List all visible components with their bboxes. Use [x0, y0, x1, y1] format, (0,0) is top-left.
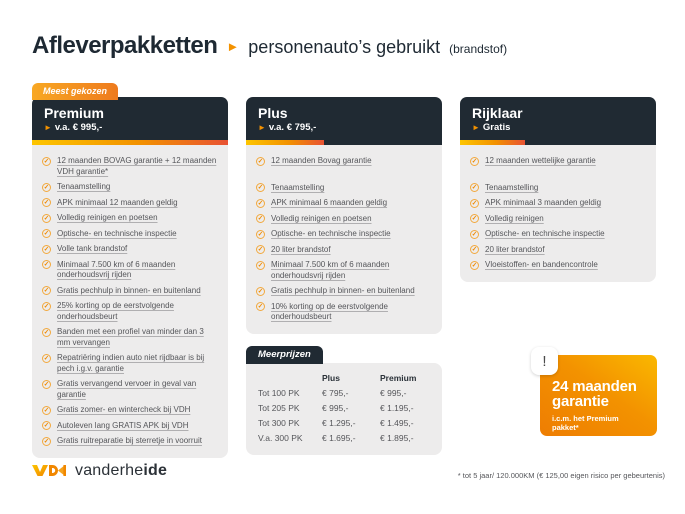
feature-text: 12 maanden wettelijke garantie [485, 156, 596, 165]
feature-text: Minimaal 7.500 km of 6 maanden onderhoudsvrij rijden [57, 259, 176, 279]
surcharge-row-label: Tot 300 PK [258, 418, 300, 428]
check-circle-icon: ✓ [43, 302, 50, 310]
package-feature-list [246, 145, 442, 334]
feature-text: 20 liter brandstof [485, 244, 545, 254]
package-price-value: v.a. € 995,- [54, 122, 103, 133]
feature-item [256, 156, 432, 167]
surcharge-plus-price: € 795,- [322, 388, 349, 398]
brand-name-bold: ide [143, 461, 168, 479]
package-title: Rijklaar [472, 105, 523, 121]
feature-item [42, 436, 218, 447]
surcharges-panel [246, 344, 442, 455]
feature-text: Tenaamstelling [57, 182, 111, 191]
package-card-premium [32, 97, 228, 458]
surcharge-row-label: V.a. 300 PK [258, 433, 303, 443]
feature-text: Tenaamstelling [271, 182, 325, 192]
vdh-logo-icon [32, 461, 66, 480]
package-price-value: Gratis [482, 122, 511, 133]
feature-item [42, 327, 218, 348]
check-circle-icon: ✓ [471, 230, 478, 238]
check-circle-icon: ✓ [257, 184, 264, 191]
check-circle-icon: ✓ [43, 245, 50, 253]
feature-text: Optische- en technische inspectie [271, 229, 391, 238]
feature-item [256, 183, 432, 194]
surcharge-row-label: Tot 205 PK [258, 403, 300, 413]
package-title: Premium [44, 105, 104, 121]
check-circle-icon: ✓ [43, 328, 50, 336]
check-circle-icon: ✓ [471, 157, 478, 165]
package-card-plus [246, 97, 442, 334]
guarantee-title-line2: garantie [552, 393, 609, 410]
alert-icon: ! [531, 347, 558, 375]
surcharge-col-plus: Plus [322, 373, 340, 383]
header-arrow-icon: ► [226, 39, 240, 54]
check-circle-icon: ✓ [257, 287, 264, 295]
check-circle-icon: ✓ [43, 157, 50, 165]
page-header [32, 32, 507, 60]
surcharge-premium-price: € 1.895,- [380, 433, 414, 443]
check-circle-icon: ✓ [43, 214, 50, 222]
feature-text: Volledig reinigen en poetsen [271, 213, 372, 223]
feature-text: Gratis ruitreparatie bij sterretje in voorruit [57, 436, 202, 445]
surcharge-premium-price: € 995,- [380, 388, 407, 398]
check-circle-icon: ✓ [471, 199, 478, 207]
feature-text: Repatriëring indien auto niet rijdbaar is bij pech i.g.v. garantie [57, 353, 205, 373]
feature-text: 10% korting op de eerstvolgende onderhoudsbeurt [271, 301, 388, 321]
feature-item [42, 229, 218, 240]
feature-item [42, 156, 218, 177]
check-circle-icon: ✓ [257, 230, 264, 238]
price-arrow-icon: ► [472, 123, 480, 132]
check-circle-icon: ✓ [257, 303, 264, 310]
feature-item [42, 260, 218, 281]
check-circle-icon: ✓ [257, 199, 264, 207]
check-circle-icon: ✓ [43, 380, 50, 388]
package-title: Plus [258, 105, 288, 121]
surcharge-col-premium: Premium [380, 373, 417, 383]
check-circle-icon: ✓ [471, 184, 478, 191]
package-price [472, 122, 644, 133]
feature-text: Banden met een profiel van minder dan 3 mm vervangen [57, 327, 204, 347]
feature-item [256, 286, 432, 297]
feature-text: Volledig reinigen en poetsen [57, 213, 158, 222]
feature-item [42, 182, 218, 193]
feature-text: Minimaal 7.500 km of 6 maanden onderhoudsvrij rijden [271, 260, 390, 280]
page-title: Afleverpakketten [32, 32, 218, 59]
package-price [258, 122, 430, 133]
brand-name-regular: vanderhe [75, 461, 144, 479]
surcharges-grid [258, 371, 432, 446]
feature-item [256, 214, 432, 225]
surcharge-premium-price: € 1.195,- [380, 403, 414, 413]
feature-item [470, 156, 646, 167]
package-card-rijklaar [460, 97, 656, 282]
feature-item [470, 245, 646, 256]
package-card-header-premium [32, 97, 228, 140]
package-price [44, 122, 216, 133]
feature-text: Tenaamstelling [485, 182, 539, 192]
feature-text: 12 maanden BOVAG garantie + 12 maanden VDH garantie* [57, 156, 217, 176]
feature-item [42, 421, 218, 432]
check-circle-icon: ✓ [43, 199, 50, 206]
feature-text: Optische- en technische inspectie [57, 228, 177, 238]
feature-item [256, 302, 432, 323]
feature-item [42, 213, 218, 224]
brand-name [75, 462, 167, 480]
feature-item [42, 353, 218, 374]
check-circle-icon: ✓ [43, 183, 50, 191]
package-card-header-rijklaar [460, 97, 656, 140]
check-circle-icon: ✓ [43, 354, 50, 362]
check-circle-icon: ✓ [257, 261, 264, 269]
feature-item [42, 379, 218, 400]
guarantee-title-line1: 24 maanden [552, 378, 637, 395]
feature-item [42, 301, 218, 322]
feature-item [42, 244, 218, 255]
brand-footer [32, 461, 167, 480]
check-circle-icon: ✓ [43, 230, 50, 237]
feature-item [470, 198, 646, 209]
check-circle-icon: ✓ [43, 437, 50, 445]
surcharge-row-label: Tot 100 PK [258, 388, 300, 398]
page-subtitle: personenauto’s gebruikt [248, 37, 441, 57]
most-chosen-badge: Meest gekozen [32, 83, 118, 100]
check-circle-icon: ✓ [43, 287, 50, 294]
package-card-header-plus [246, 97, 442, 140]
check-circle-icon: ✓ [43, 422, 50, 429]
feature-item [256, 198, 432, 209]
package-feature-list [460, 145, 656, 282]
footnote: * tot 5 jaar/ 120.000KM (€ 125,00 eigen risico per gebeurtenis) [457, 471, 665, 480]
feature-item [42, 405, 218, 416]
package-price-value: v.a. € 795,- [268, 122, 317, 133]
package-feature-list [32, 145, 228, 458]
feature-item [256, 229, 432, 240]
feature-item [42, 286, 218, 297]
feature-item [256, 260, 432, 281]
check-circle-icon: ✓ [471, 215, 478, 222]
check-circle-icon: ✓ [471, 246, 478, 253]
feature-text: 20 liter brandstof [271, 244, 331, 254]
feature-item [470, 214, 646, 225]
feature-text: Autoleven lang GRATIS APK bij VDH [57, 420, 189, 430]
surcharge-plus-price: € 1.295,- [322, 418, 356, 428]
feature-text: Vloeistoffen- en bandencontrole [485, 260, 598, 269]
feature-text: APK minimaal 12 maanden geldig [57, 197, 178, 207]
feature-item [42, 198, 218, 209]
feature-item [470, 183, 646, 194]
page-subtitle-note: (brandstof) [449, 42, 508, 56]
check-circle-icon: ✓ [257, 157, 264, 165]
feature-text: APK minimaal 3 maanden geldig [485, 198, 602, 207]
price-arrow-icon: ► [258, 123, 266, 132]
feature-text: Gratis pechhulp in binnen- en buitenland [57, 285, 201, 295]
check-circle-icon: ✓ [43, 261, 50, 268]
feature-text: Gratis pechhulp in binnen- en buitenland [271, 286, 415, 295]
feature-text: Volledig reinigen [485, 213, 544, 223]
surcharge-plus-price: € 995,- [322, 403, 349, 413]
guarantee-note: i.c.m. het Premium pakket* [552, 414, 619, 432]
feature-text: Gratis zomer- en wintercheck bij VDH [57, 405, 191, 414]
surcharges-tab: Meerprijzen [246, 346, 323, 364]
surcharge-plus-price: € 1.695,- [322, 433, 356, 443]
surcharges-table [246, 363, 442, 455]
feature-text: Gratis vervangend vervoer in geval van garantie [57, 379, 197, 399]
check-circle-icon: ✓ [471, 261, 478, 269]
surcharge-premium-price: € 1.495,- [380, 418, 414, 428]
surcharge-col-spacer [258, 371, 322, 386]
price-arrow-icon: ► [44, 123, 52, 132]
feature-text: Optische- en technische inspectie [485, 229, 605, 238]
check-circle-icon: ✓ [257, 246, 264, 253]
guarantee-box [540, 352, 657, 436]
feature-text: Volle tank brandstof [57, 244, 128, 253]
feature-text: APK minimaal 6 maanden geldig [271, 198, 388, 207]
feature-item [256, 245, 432, 256]
feature-text: 12 maanden Bovag garantie [271, 156, 372, 165]
feature-item [470, 260, 646, 271]
feature-item [470, 229, 646, 240]
feature-text: 25% korting op de eerstvolgende onderhoudsbeurt [57, 301, 174, 321]
check-circle-icon: ✓ [257, 215, 264, 222]
check-circle-icon: ✓ [43, 406, 50, 414]
